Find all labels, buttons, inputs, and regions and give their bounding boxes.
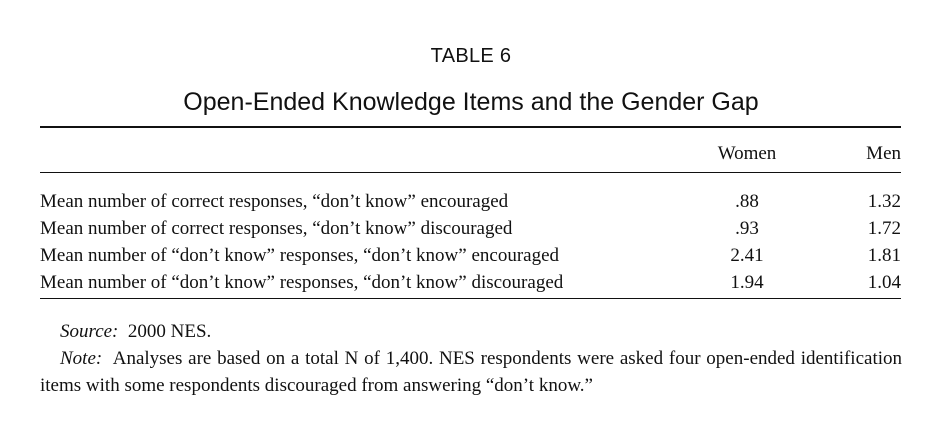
- column-header-women: Women: [717, 143, 777, 164]
- men-value: 1.04: [867, 272, 901, 293]
- women-value: .88: [735, 191, 759, 212]
- table-row: [40, 215, 901, 242]
- table-title: Open-Ended Knowledge Items and the Gender Gap: [183, 88, 759, 116]
- column-header-men: Men: [866, 143, 901, 164]
- source-note: [40, 318, 902, 345]
- table-row: [40, 269, 901, 296]
- men-value: 1.72: [867, 218, 901, 239]
- table-notes: [40, 318, 902, 399]
- row-label: Mean number of “don’t know” responses, “don’t know” discouraged: [40, 272, 564, 293]
- row-label: Mean number of correct responses, “don’t know” discouraged: [40, 218, 513, 239]
- table-row: [40, 188, 901, 215]
- table-row: [40, 242, 901, 269]
- note-text: Analyses are based on a total N of 1,400. NES respondents were asked four open-ended identification items with some respondents discouraged from answering “don’t know.”: [40, 348, 902, 396]
- table-body: [40, 188, 901, 296]
- top-rule: [40, 126, 901, 128]
- source-label: Source:: [60, 321, 119, 342]
- men-value: 1.32: [867, 191, 901, 212]
- table-label: TABLE 6: [430, 45, 512, 67]
- note: [40, 345, 902, 399]
- source-text: 2000 NES.: [127, 321, 212, 342]
- women-value: .93: [735, 218, 759, 239]
- men-value: 1.81: [867, 245, 901, 266]
- note-label: Note:: [60, 348, 103, 369]
- women-value: 2.41: [730, 245, 764, 266]
- women-value: 1.94: [730, 272, 764, 293]
- header-rule: [40, 172, 901, 173]
- bottom-rule: [40, 298, 901, 299]
- row-label: Mean number of correct responses, “don’t know” encouraged: [40, 191, 509, 212]
- row-label: Mean number of “don’t know” responses, “don’t know” encouraged: [40, 245, 560, 266]
